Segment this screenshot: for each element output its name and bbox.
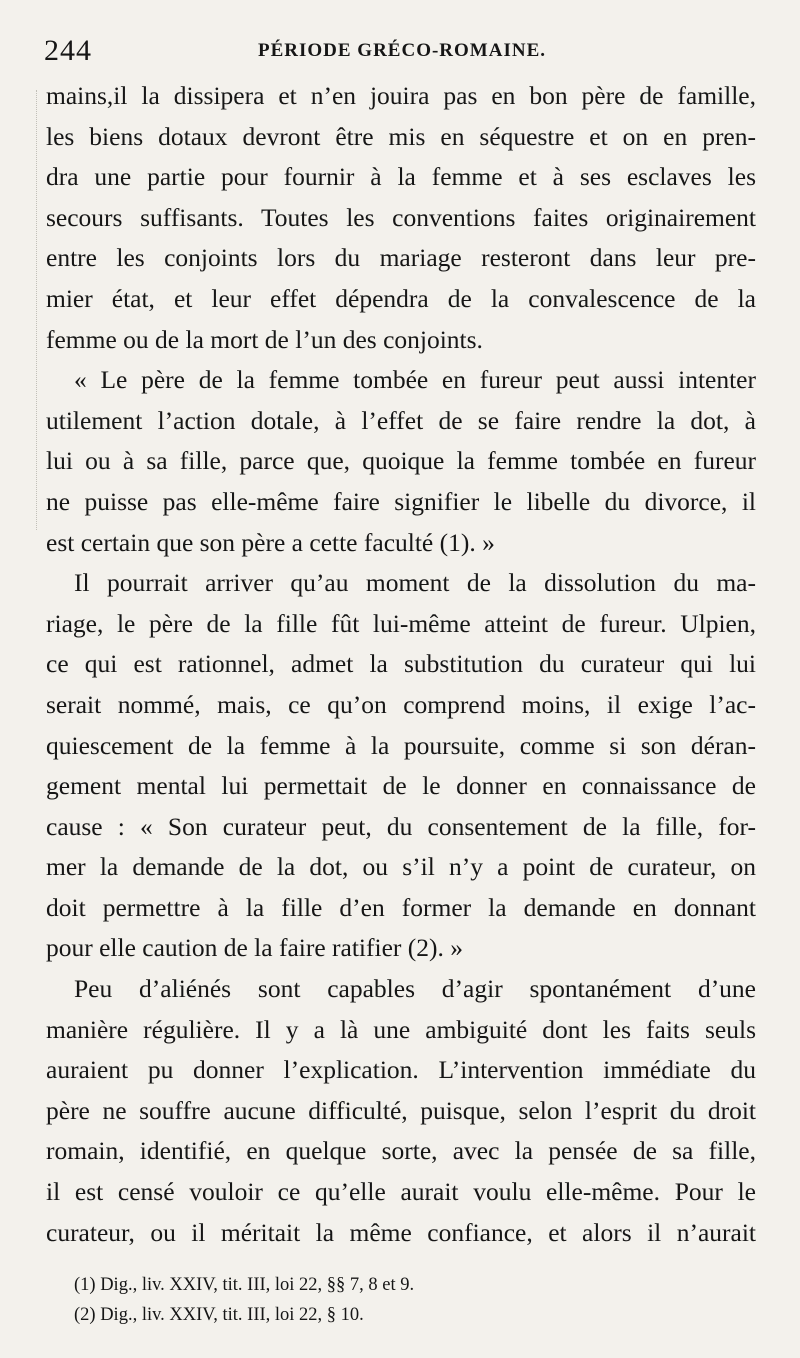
text-line: secours suffisants. Toutes les conventions faites originairement — [46, 202, 756, 232]
text-line: romain, identifié, en quelque sorte, avec la pensée de sa fille, — [46, 1136, 756, 1166]
text-line: lui ou à sa fille, parce que, quoique la femme tombée en fureur — [46, 446, 756, 476]
page-header — [44, 34, 760, 70]
text-line: utilement l’action dotale, à l’effet de se faire rendre la dot, à — [46, 405, 756, 435]
text-line: curateur, ou il méritait la même confiance, et alors il n’aurait — [46, 1217, 756, 1247]
running-title: PÉRIODE GRÉCO-ROMAINE. — [257, 40, 546, 61]
text-line: serait nommé, mais, ce qu’on comprend moins, il exige l’ac- — [46, 689, 756, 719]
text-line: Peu d’aliénés sont capables d’agir spontanément d’une — [74, 974, 756, 1004]
paragraph — [46, 76, 756, 360]
text-line: est certain que son père a cette faculté (1). » — [46, 527, 495, 557]
text-line: il est censé vouloir ce qu’elle aurait voulu elle-même. Pour le — [46, 1177, 756, 1207]
body-text — [46, 76, 756, 1253]
page-number: 244 — [44, 34, 92, 67]
text-line: mer la demande de la dot, ou s’il n’y a point de curateur, on — [46, 852, 756, 882]
text-line: ce qui est rationnel, admet la substitution du curateur qui lui — [46, 649, 756, 679]
text-line: père ne souffre aucune difficulté, puisque, selon l’esprit du droit — [46, 1095, 756, 1125]
text-line: mains,il la dissipera et n’en jouira pas en bon père de famille, — [46, 81, 756, 110]
text-line: « Le père de la femme tombée en fureur peut aussi intenter — [74, 365, 756, 395]
footnote: (1) Dig., liv. XXIV, tit. III, loi 22, §§ 7, 8 et 9. — [74, 1275, 415, 1295]
footnote: (2) Dig., liv. XXIV, tit. III, loi 22, § 10. — [74, 1305, 364, 1325]
footnotes — [74, 1270, 714, 1330]
text-line: pour elle caution de la faire ratifier (2). » — [46, 933, 464, 963]
text-line: entre les conjoints lors du mariage resteront dans leur pre- — [46, 243, 756, 273]
paragraph — [46, 969, 756, 1253]
text-line: manière régulière. Il y a là une ambiguité dont les faits seuls — [46, 1014, 756, 1044]
text-line: gement mental lui permettait de le donner en connaissance de — [46, 771, 756, 801]
paragraph — [46, 360, 756, 563]
text-line: quiescement de la femme à la poursuite, comme si son déran- — [46, 730, 756, 760]
text-line: riage, le père de la fille fût lui-même atteint de fureur. Ulpien, — [46, 608, 756, 638]
text-line: mier état, et leur effet dépendra de la convalescence de la — [46, 283, 756, 313]
paragraph — [46, 563, 756, 969]
text-line: doit permettre à la fille d’en former la demande en donnant — [46, 892, 756, 922]
text-line: cause : « Son curateur peut, du consentement de la fille, for- — [46, 811, 756, 841]
text-line: auraient pu donner l’explication. L’intervention immédiate du — [46, 1055, 756, 1085]
text-line: dra une partie pour fournir à la femme et à ses esclaves les — [46, 162, 756, 192]
text-line: Il pourrait arriver qu’au moment de la dissolution du ma- — [74, 568, 756, 598]
text-line: ne puisse pas elle-même faire signifier le libelle du divorce, il — [46, 486, 756, 516]
margin-rule — [36, 90, 39, 530]
text-line: femme ou de la mort de l’un des conjoints. — [46, 324, 483, 354]
text-line: les biens dotaux devront être mis en séquestre et on en pren- — [46, 121, 756, 151]
